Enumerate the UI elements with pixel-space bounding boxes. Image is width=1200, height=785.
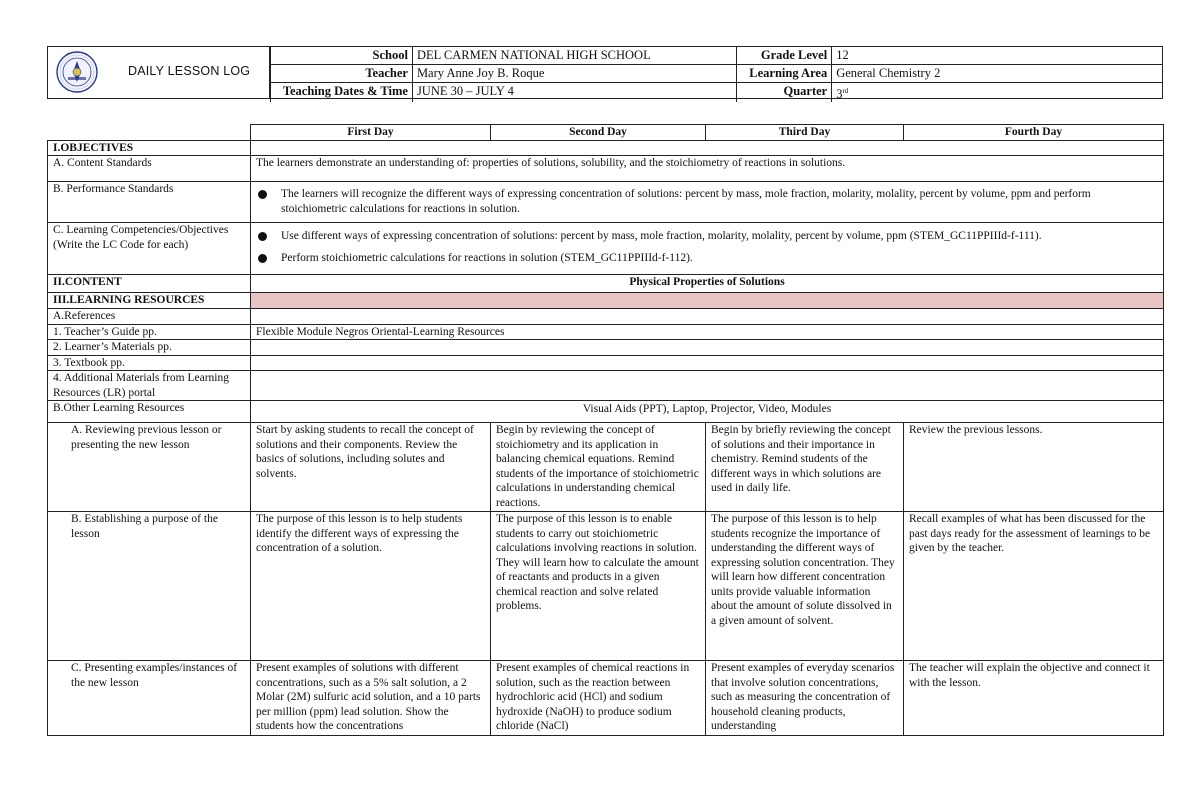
quarter-label: Quarter <box>737 83 832 103</box>
procedure-c-day-3 <box>706 661 904 736</box>
learning-area-value: General Chemistry 2 <box>832 65 1162 83</box>
day-2-header: Second Day <box>491 125 706 141</box>
performance-standards-label: B. Performance Standards <box>48 182 251 223</box>
grade-level-label: Grade Level <box>737 47 832 65</box>
procedure-c-day-3-text: Present examples of everyday scenarios that involve solution concentrations, such as measuring the concentration of household cleaning products, understanding <box>711 662 895 732</box>
learners-materials-label: 2. Learner’s Materials pp. <box>48 340 251 356</box>
performance-standards-row <box>48 182 1164 223</box>
day-4-header: Fourth Day <box>904 125 1164 141</box>
performance-standards-text: The learners will recognize the different ways of expressing concentration of solutions: percent by mass, mole fraction, molarity, molality, percent by volume, ppm and perform stoichiometric calculations for reactions in solution. <box>281 188 1091 215</box>
references-fill <box>251 309 1164 325</box>
header-info-grid <box>270 47 1162 102</box>
references-label: A.References <box>48 309 251 325</box>
textbook-label: 3. Textbook pp. <box>48 355 251 371</box>
learners-materials-row <box>48 340 1164 356</box>
objectives-heading-row <box>48 140 1164 156</box>
content-standards-row <box>48 156 1164 182</box>
performance-standards-cell <box>251 182 1164 223</box>
content-standards-text: The learners demonstrate an understanding of: properties of solutions, solubility, and the stoichiometry of reactions in solutions. <box>251 156 1164 182</box>
teacher-label: Teacher <box>271 65 413 83</box>
teachers-guide-row <box>48 324 1164 340</box>
teachers-guide-value: Flexible Module Negros Oriental-Learning Resources <box>251 324 1164 340</box>
teachers-guide-label: 1. Teacher’s Guide pp. <box>48 324 251 340</box>
competency-2-text: Perform stoichiometric calculations for reactions in solution (STEM_GC11PPIIId-f-112). <box>281 251 693 264</box>
quarter-value <box>832 83 1162 103</box>
additional-materials-row <box>48 371 1164 401</box>
procedure-a-day-4: Review the previous lessons. <box>904 423 1164 512</box>
content-standards-label: A. Content Standards <box>48 156 251 182</box>
procedure-c-day-2 <box>491 661 706 736</box>
competency-bullet-1 <box>256 229 1158 244</box>
deped-seal-icon <box>56 51 98 93</box>
procedure-b-label: B. Establishing a purpose of the lesson <box>48 512 251 661</box>
teacher-value: Mary Anne Joy B. Roque <box>412 65 736 83</box>
learners-materials-value <box>251 340 1164 356</box>
objectives-heading-fill <box>251 140 1164 156</box>
quarter-suffix: rd <box>842 87 849 95</box>
procedure-a-day-1: Start by asking students to recall the concept of solutions and their components. Review the basics of solutions, including solutes and solvents. <box>251 423 491 512</box>
competency-1-text: Use different ways of expressing concentration of solutions: percent by mass, mole fraction, molarity, molality, percent by volume, ppm (STEM_GC11PPIIId-f-111). <box>281 230 1042 242</box>
references-row <box>48 309 1164 325</box>
procedure-c-day-1 <box>251 661 491 736</box>
day-3-header: Third Day <box>706 125 904 141</box>
textbook-value <box>251 355 1164 371</box>
procedure-a-day-2: Begin by reviewing the concept of stoichiometry and its application in balancing chemical equations. Remind students of the importance of stoichiometric calculations in understanding chemical reactions. <box>491 423 706 512</box>
other-resources-label: B.Other Learning Resources <box>48 401 251 423</box>
header-row-school <box>271 47 1163 65</box>
school-label: School <box>271 47 413 65</box>
day-header-row <box>48 125 1164 141</box>
corner-cell <box>48 125 251 141</box>
learning-resources-heading: III.LEARNING RESOURCES <box>48 293 251 309</box>
procedure-row-b <box>48 512 1164 661</box>
procedure-a-label: A. Reviewing previous lesson or presenting the new lesson <box>48 423 251 512</box>
objectives-heading: I.OBJECTIVES <box>48 140 251 156</box>
learning-resources-highlight <box>251 293 1164 309</box>
additional-materials-label: 4. Additional Materials from Learning Resources (LR) portal <box>48 371 251 401</box>
other-resources-row <box>48 401 1164 423</box>
logo-cell <box>48 47 270 98</box>
learning-resources-row <box>48 293 1164 309</box>
procedure-b-day-4: Recall examples of what has been discussed for the past days ready for the assessment of learnings to be given by the teacher. <box>904 512 1164 661</box>
day-1-header: First Day <box>251 125 491 141</box>
school-value: DEL CARMEN NATIONAL HIGH SCHOOL <box>412 47 736 65</box>
procedure-b-day-3: The purpose of this lesson is to help students recognize the importance of understanding the different ways of expressing solution concentration. They will learn how different concentration units provide valuable information about the amount of solute dissolved in a given amount of solvent. <box>706 512 904 661</box>
competencies-cell <box>251 223 1164 275</box>
header-row-dates <box>271 83 1163 103</box>
procedure-b-day-1: The purpose of this lesson is to help students identify the different ways of expressing the concentration of a solution. <box>251 512 491 661</box>
procedure-c-day-4 <box>904 661 1164 736</box>
performance-bullet <box>256 187 1158 216</box>
teaching-dates-value: JUNE 30 – JULY 4 <box>412 83 736 103</box>
quarter-number: 3 <box>836 87 843 102</box>
procedure-c-day-4-text: The teacher will explain the objective and connect it with the lesson. <box>909 662 1150 689</box>
lesson-log-header <box>47 46 1163 102</box>
content-heading: II.CONTENT <box>48 275 251 293</box>
bullet-icon <box>258 190 267 199</box>
grade-level-value: 12 <box>832 47 1162 65</box>
competencies-row <box>48 223 1164 275</box>
other-resources-value: Visual Aids (PPT), Laptop, Projector, Video, Modules <box>251 401 1164 423</box>
procedure-row-a <box>48 423 1164 512</box>
additional-materials-value <box>251 371 1164 401</box>
competencies-label: C. Learning Competencies/Objectives (Write the LC Code for each) <box>48 223 251 275</box>
procedure-c-label: C. Presenting examples/instances of the new lesson <box>48 661 251 736</box>
learning-area-label: Learning Area <box>737 65 832 83</box>
procedure-a-day-3: Begin by briefly reviewing the concept of solutions and their importance in chemistry. Remind students of the different ways in which solutions are used in daily life. <box>706 423 904 512</box>
procedure-c-day-2-text: Present examples of chemical reactions in solution, such as the reaction between hydrochloric acid (HCl) and sodium hydroxide (NaOH) to produce sodium chloride (NaCl) <box>496 662 690 732</box>
bullet-icon <box>258 232 267 241</box>
bullet-icon <box>258 254 267 263</box>
competency-bullet-2 <box>256 251 1158 266</box>
lesson-plan-table <box>47 124 1164 736</box>
content-row <box>48 275 1164 293</box>
header-row-teacher <box>271 65 1163 83</box>
procedure-b-day-2: The purpose of this lesson is to enable students to carry out stoichiometric calculations involving reactions in solution. They will learn how to calculate the amount of reactants and products in a given chemical reaction and solve related problems. <box>491 512 706 661</box>
teaching-dates-label: Teaching Dates & Time <box>271 83 413 103</box>
content-text: Physical Properties of Solutions <box>251 275 1164 293</box>
daily-lesson-log-title: DAILY LESSON LOG <box>128 64 251 78</box>
procedure-c-day-1-text: Present examples of solutions with different concentrations, such as a 5% salt solution, a 2 Molar (2M) sulfuric acid solution, and a 10 parts per million (ppm) lead solution. Show the students how the concentrations <box>256 662 481 732</box>
procedure-row-c <box>48 661 1164 736</box>
textbook-row <box>48 355 1164 371</box>
